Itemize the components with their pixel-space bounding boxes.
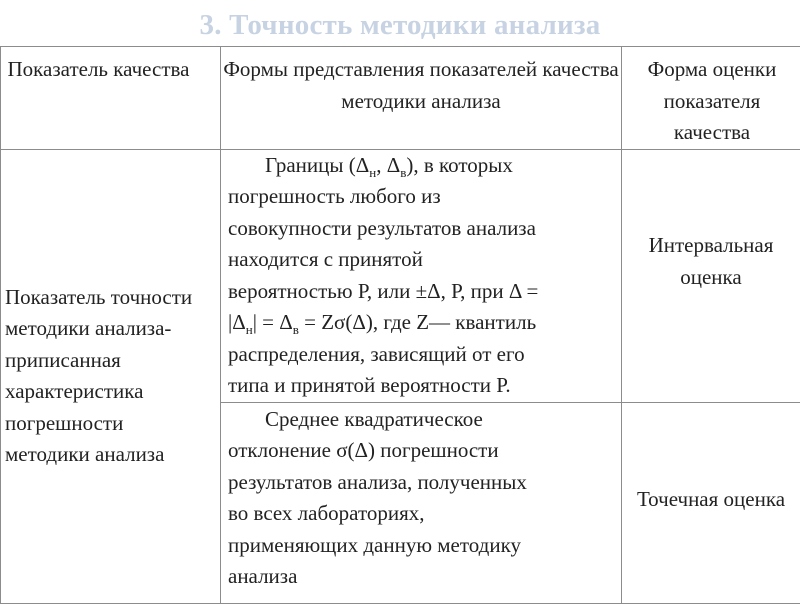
header-assessment: Форма оценки показателя качества [622,47,800,150]
point-description-text: Среднее квадратическое отклонение σ(Δ) погрешности результатов анализа, полученных во всех лабораториях, применяющих данную методику анализа [228,404,615,593]
table-header-row [1,47,800,150]
indicator-cell: Показатель точности методики анализа-приписанная характеристика погрешности методики анализа [1,149,221,603]
interval-assessment: Интервальная оценка [622,149,800,402]
header-indicator: Показатель качества [1,47,221,150]
interval-form-description [221,149,622,402]
interval-description-text: Границы ($\Delta_н$, $\Delta_в$), в которых погрешность любого из совокупности результатов анализа находится с принятой вероятностью Р, или ±Δ, Р, при Δ = $|\Delta_н| = \Delta_в = Z\sigma(\Delta)$, где Z— квантиль распределения, зависящий от его типа и принятой вероятности Р. [228,150,615,402]
header-forms: Формы представления показателей качества методики анализа [221,47,622,150]
slide-title: 3. Точность методики анализа [0,6,800,44]
point-assessment: Точечная оценка [622,402,800,603]
accuracy-table [0,46,800,604]
point-form-description [221,402,622,603]
table-row [1,149,800,402]
